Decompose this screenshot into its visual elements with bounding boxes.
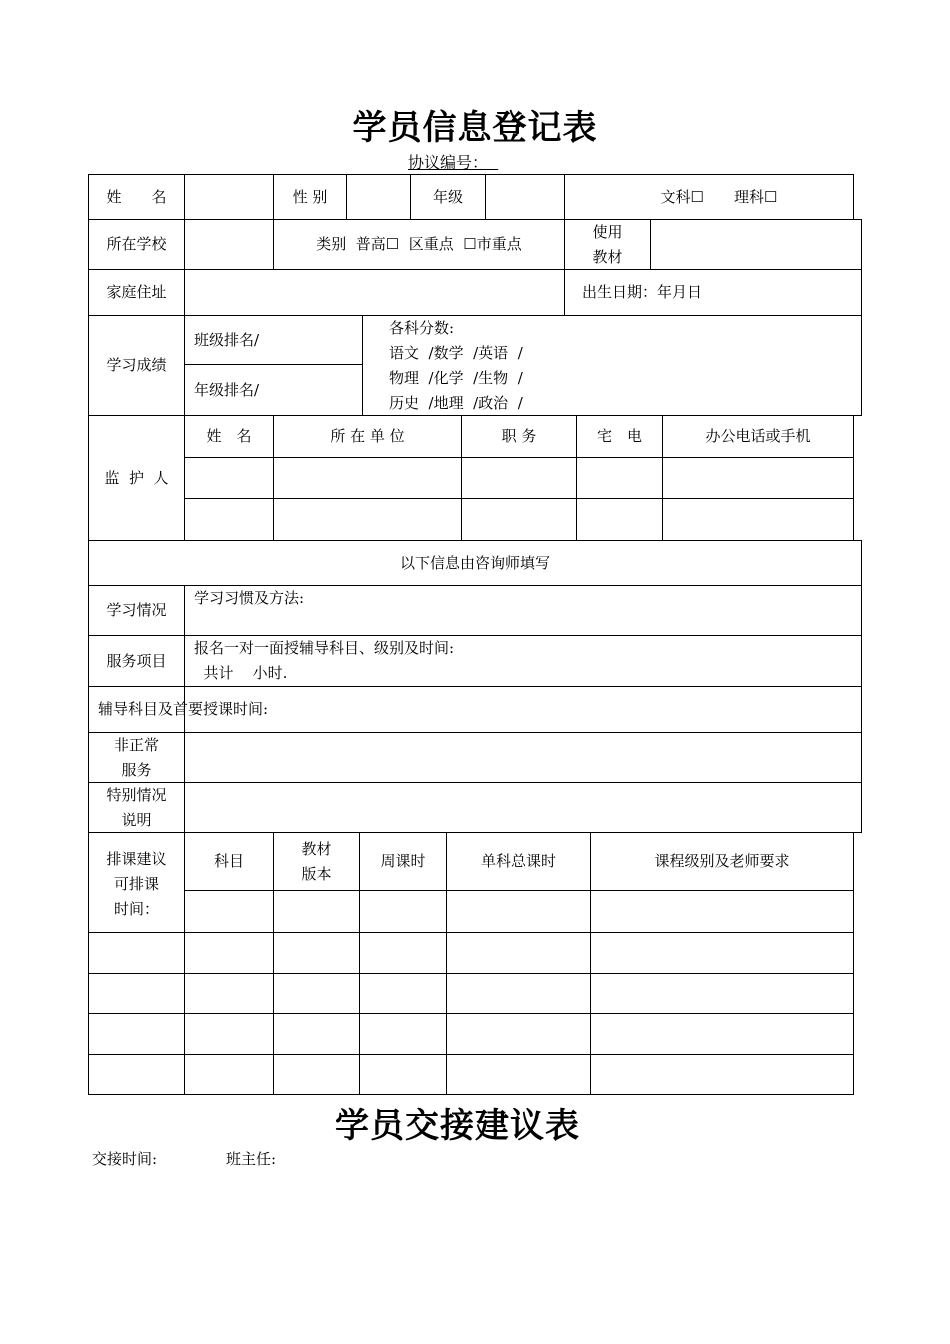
rule — [184, 498, 854, 499]
gender-label: 性 别 — [292, 187, 328, 206]
agreement-number: 协议编号： — [408, 153, 499, 172]
schedule-header-requirements: 课程级别及老师要求 — [654, 852, 790, 870]
schedule-header-textbook: 教材 版本 — [301, 839, 332, 883]
special-notes-label: 特别情况 说明 — [106, 785, 167, 829]
school-label: 所在学校 — [106, 235, 167, 253]
guardian-header-home-phone: 宅 电 — [596, 427, 642, 445]
schedule-header-weekly-hours: 周课时 — [380, 852, 426, 870]
study-habits: 学习习惯及方法: — [194, 589, 305, 607]
head-teacher-label: 班主任: — [226, 1150, 277, 1168]
rule — [88, 1013, 854, 1014]
name-label: 姓 名 — [106, 187, 167, 206]
subject-scores: 各科分数: 语文 /数学 /英语 / 物理 /化学 /生物 / 历史 /地理 /政治 / — [389, 319, 523, 412]
registration-table — [88, 174, 862, 1095]
rule — [88, 973, 854, 974]
rule — [650, 219, 651, 269]
handover-time-label: 交接时间: — [92, 1150, 158, 1168]
guardian-header-name: 姓 名 — [206, 427, 252, 445]
birth-date-label: 出生日期：年月日 — [582, 283, 703, 301]
rule — [853, 174, 854, 219]
grade-rank: 年级排名/ — [194, 380, 260, 399]
rule — [184, 890, 854, 891]
rule — [88, 1094, 854, 1095]
grades-label: 学习成绩 — [106, 356, 167, 374]
rule — [88, 1054, 854, 1055]
rule — [88, 732, 862, 733]
rule — [861, 540, 862, 832]
schedule-label: 排课建议 可排课 时间： — [106, 850, 167, 918]
arts-science-options[interactable]: 文科☐ 理科☐ — [660, 187, 778, 206]
rule — [184, 457, 854, 458]
rule — [485, 174, 486, 219]
rule — [362, 315, 363, 415]
guardian-header-employer: 所 在 单 位 — [330, 427, 405, 445]
service-label: 服务项目 — [106, 651, 167, 670]
rule — [346, 174, 347, 219]
guardian-label: 监 护 人 — [104, 468, 169, 487]
tutoring-subjects: 辅导科目及首要授课时间: — [98, 700, 269, 718]
rule — [88, 782, 862, 783]
schedule-header-subject: 科目 — [213, 852, 244, 870]
textbook-label: 使用 教材 — [592, 222, 623, 266]
schedule-header-total-hours: 单科总课时 — [480, 852, 556, 870]
rule — [184, 174, 185, 540]
consultant-note: 以下信息由咨询师填写 — [399, 553, 550, 572]
rule — [861, 219, 862, 415]
form-title: 学员信息登记表 — [352, 108, 598, 148]
address-label: 家庭住址 — [106, 283, 167, 301]
abnormal-service-label: 非正常 服务 — [113, 735, 159, 779]
rule — [88, 932, 854, 933]
school-category-options[interactable]: 类别 普高☐ 区重点 ☐市重点 — [316, 235, 522, 253]
rule — [853, 832, 854, 1095]
study-label: 学习情况 — [106, 601, 167, 619]
class-rank: 班级排名/ — [194, 330, 260, 349]
rule — [853, 415, 854, 540]
guardian-header-position: 职 务 — [501, 427, 537, 445]
handover-title: 学员交接建议表 — [335, 1106, 580, 1146]
guardian-header-office-mobile: 办公电话或手机 — [705, 427, 811, 445]
service-description: 报名一对一面授辅导科目、级别及时间: 共计 小时. — [194, 639, 455, 682]
grade-label: 年级 — [432, 187, 463, 206]
